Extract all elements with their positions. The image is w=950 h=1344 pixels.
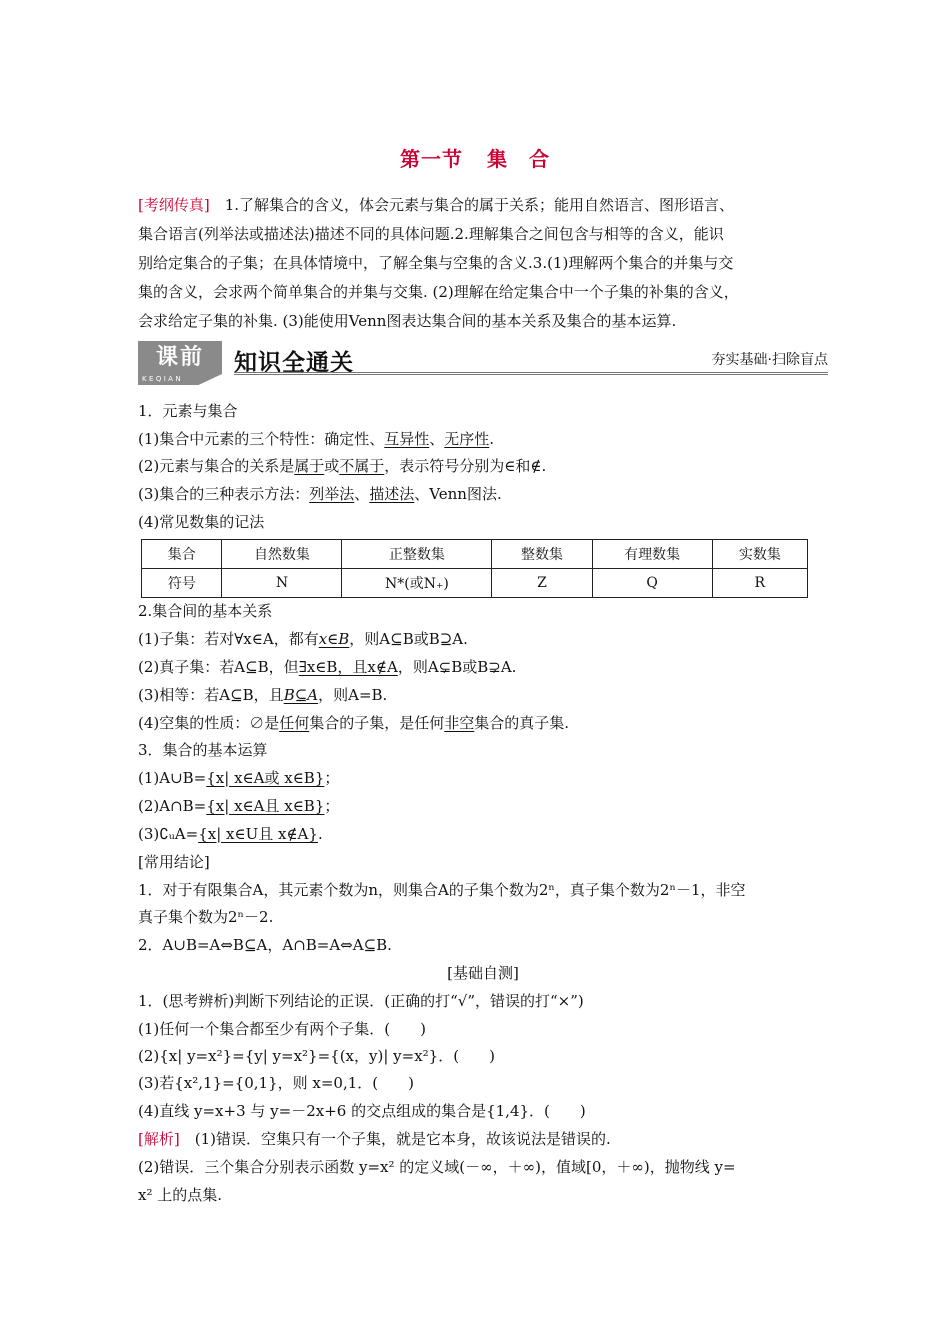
syllabus-line: [考纲传真] 1.了解集合的含义，体会元素与集合的属于关系；能用自然语言、图形语言、 [138, 196, 735, 214]
text-line: (4)空集的性质：∅是任何集合的子集，是任何非空集合的真子集. [138, 714, 570, 732]
text-line: 真子集个数为2ⁿ－2. [138, 908, 274, 926]
analysis-label: [解析] [138, 1130, 180, 1148]
text-line: 1．对于有限集合A，其元素个数为n，则集合A的子集个数为2ⁿ，真子集个数为2ⁿ－1，非空 [138, 881, 746, 899]
text-line: (2)元素与集合的关系是属于或不属于，表示符号分别为∈和∉. [138, 457, 547, 475]
heading-elements-and-sets: 1．元素与集合 [138, 402, 238, 420]
table-cell: 有理数集 [592, 540, 712, 569]
table-cell: Z [492, 569, 592, 598]
text-line: (3)若{x²,1}={0,1}，则 x=0,1．( ) [138, 1074, 414, 1092]
text-line: (1)任何一个集合都至少有两个子集．( ) [138, 1020, 426, 1038]
text-line: (4)常见数集的记法 [138, 513, 265, 531]
syllabus-line: 会求给定子集的补集. (3)能使用Venn图表达集合间的基本关系及集合的基本运算. [138, 312, 677, 330]
number-sets-table [141, 539, 808, 598]
table-row [142, 540, 808, 569]
section-number: 第一节 [400, 147, 464, 171]
table-cell: 自然数集 [222, 540, 342, 569]
section-banner [138, 341, 828, 385]
table-cell: 实数集 [712, 540, 807, 569]
table-cell: 符号 [142, 569, 222, 598]
table-cell: N*(或N₊) [342, 569, 492, 598]
text-line: (4)直线 y=x+3 与 y=－2x+6 的交点组成的集合是{1,4}．( ) [138, 1102, 586, 1120]
self-test-label: [基础自测] [447, 964, 519, 982]
table-row [142, 569, 808, 598]
syllabus-line: 集合语言(列举法或描述法)描述不同的具体问题.2.理解集合之间包含与相等的含义，能识 [138, 225, 724, 243]
banner-slogan: 夯实基础·扫除盲点 [711, 352, 828, 368]
text-line: (1)集合中元素的三个特性：确定性、互异性、无序性. [138, 430, 495, 448]
text-line: (2){x| y=x²}={y| y=x²}={(x，y)| y=x²}．( ) [138, 1047, 495, 1065]
syllabus-line: 集的含义，会求两个简单集合的并集与交集. (2)理解在给定集合中一个子集的补集的含义， [138, 283, 739, 301]
text-line: (1)子集：若对∀x∈A，都有x∈B，则A⊆B或B⊇A. [138, 630, 468, 648]
text-line: 1．(思考辨析)判断下列结论的正误．(正确的打“√”，错误的打“×”) [138, 992, 584, 1010]
table-cell: 整数集 [492, 540, 592, 569]
common-conclusions-label: [常用结论] [138, 853, 210, 871]
section-name: 集 合 [486, 147, 550, 171]
banner-title: 知识全通关 [234, 350, 354, 376]
text-line: [解析] (1)错误．空集只有一个子集，就是它本身，故该说法是错误的. [138, 1130, 611, 1148]
banner-badge: 课前 [138, 341, 222, 374]
heading-set-relations: 2.集合间的基本关系 [138, 602, 273, 620]
table-cell: R [712, 569, 807, 598]
table-cell: 正整数集 [342, 540, 492, 569]
text-line: (3)∁ᵤA={x| x∈U且 x∉A}. [138, 825, 323, 843]
banner-badge-subtitle: KEQIAN [142, 375, 184, 383]
text-line: (3)集合的三种表示方法：列举法、描述法、Venn图法. [138, 485, 502, 503]
heading-set-operations: 3．集合的基本运算 [138, 741, 268, 759]
text-line: 2．A∪B=A⇔B⊆A，A∩B=A⇔A⊆B. [138, 936, 392, 954]
text-line: (1)A∪B={x| x∈A或 x∈B}； [138, 769, 340, 787]
text-line: (2)错误．三个集合分别表示函数 y=x² 的定义域(－∞，＋∞)，值域[0，＋∞)，抛物线 y= [138, 1158, 736, 1176]
table-cell: 集合 [142, 540, 222, 569]
banner-rule [234, 372, 828, 375]
table-cell: Q [592, 569, 712, 598]
text-line: x² 上的点集. [138, 1186, 223, 1204]
syllabus-line: 别给定集合的子集；在具体情境中，了解全集与空集的含义.3.(1)理解两个集合的并集与交 [138, 254, 734, 272]
text-line: (2)真子集：若A⊆B，但∃x∈B，且x∉A，则A⊊B或B⊋A. [138, 658, 517, 676]
text-line: (2)A∩B={x| x∈A且 x∈B}； [138, 797, 340, 815]
text-line: (3)相等：若A⊆B，且B⊆A，则A=B. [138, 686, 388, 704]
section-title [0, 143, 950, 172]
table-cell: N [222, 569, 342, 598]
syllabus-label: [考纲传真] [138, 196, 210, 214]
